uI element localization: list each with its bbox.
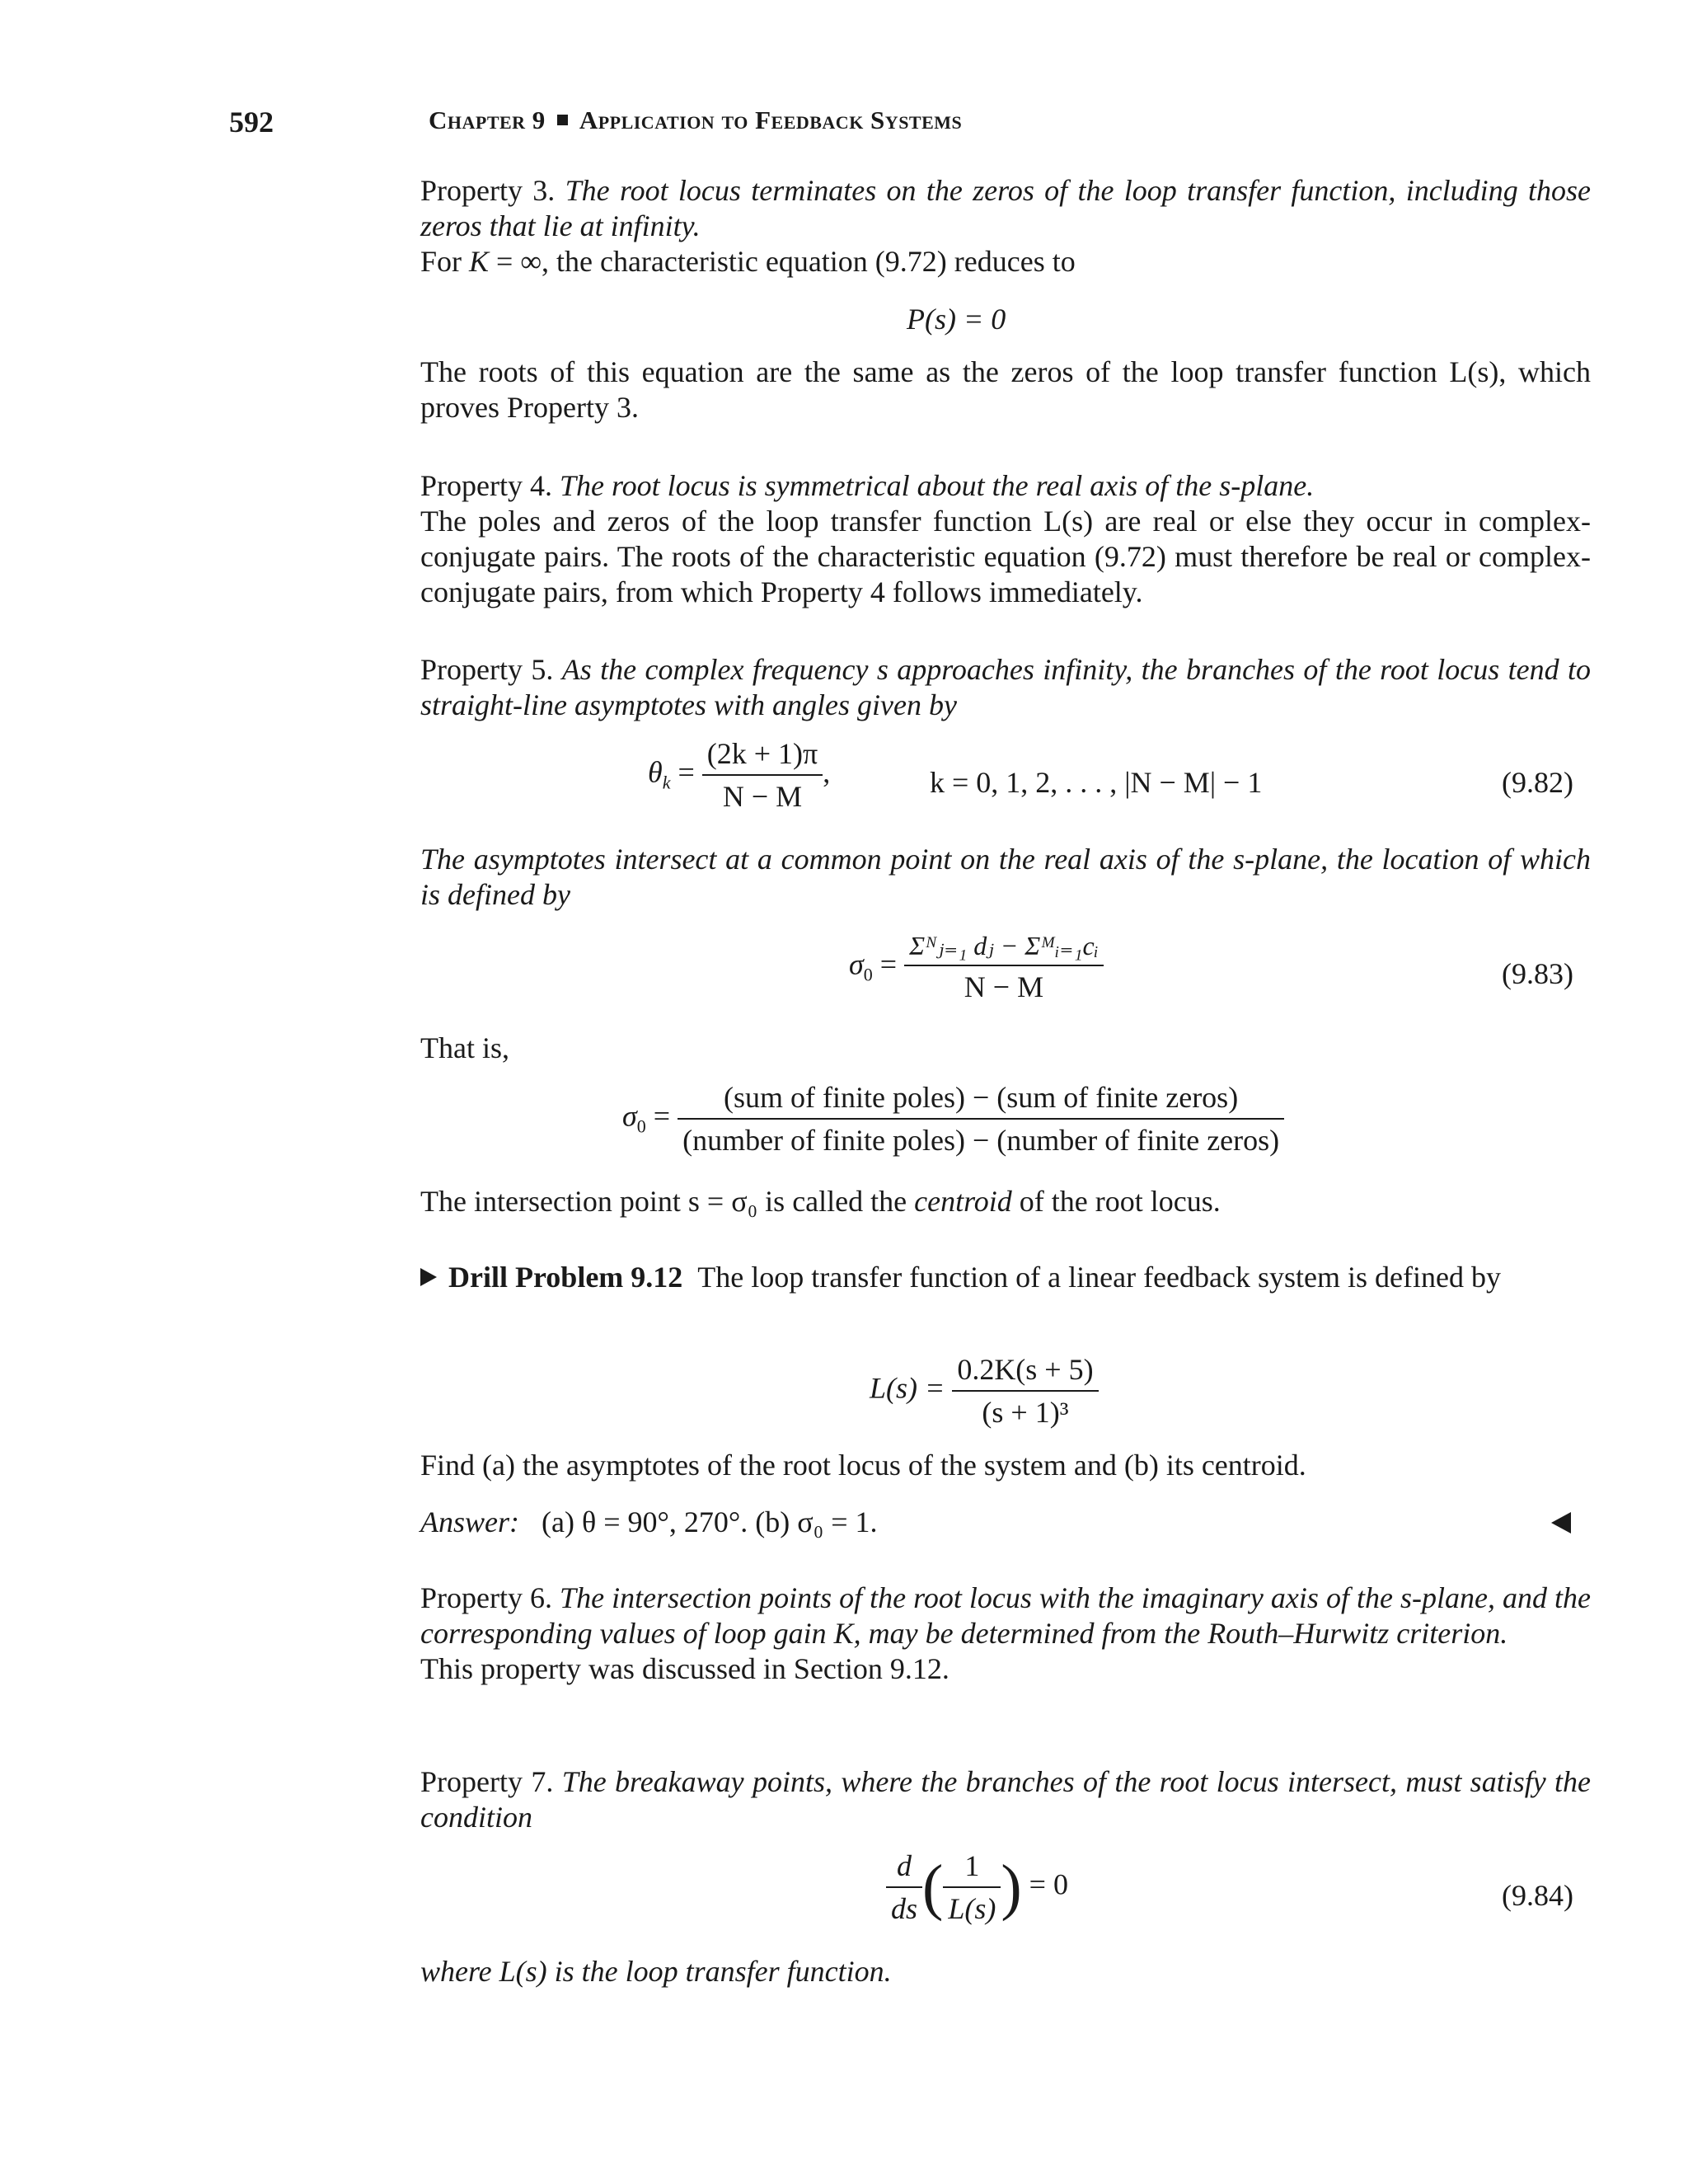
property-7-footer: where L(s) is the loop transfer function.: [420, 1955, 892, 1988]
property-3-body: The roots of this equation are the same as the zeros of the loop transfer function L(s), which proves Property 3.: [420, 355, 1591, 424]
property-5-block: [420, 652, 1591, 723]
answer-label: Answer:: [420, 1505, 519, 1538]
drill-problem-text: The loop transfer function of a linear feedback system is defined by: [697, 1261, 1501, 1294]
property-4-block: [420, 468, 1591, 610]
property-3-label: Property 3.: [420, 174, 556, 207]
end-drill-triangle-icon: [1551, 1512, 1571, 1533]
answer-text: (a) θ = 90°, 270°. (b) σ₀ = 1.: [542, 1505, 878, 1538]
property-4-statement: The root locus is symmetrical about the real axis of the s-plane.: [559, 469, 1315, 502]
chapter-label: Chapter 9: [429, 106, 546, 134]
play-triangle-icon: [420, 1268, 437, 1286]
centroid-sentence: The intersection point s = σ₀ is called the centroid of the root locus.: [420, 1185, 1221, 1218]
equation-drill-ls: L(s) = $\frac{0.2K(s + 5)}{\text{(s + 1)³}}$: [870, 1352, 1099, 1430]
property-3-block: [420, 173, 1591, 279]
equation-9-82-range: k = 0, 1, 2, . . . , |N − M| − 1: [930, 766, 1263, 799]
property-7-statement: The breakaway points, where the branches of the root locus intersect, must satisfy the condition: [420, 1765, 1592, 1834]
property-6-block: [420, 1580, 1591, 1687]
equation-9-83: $\sigma_0$ = $\frac{\text{Σᴺⱼ₌₁ dⱼ − Σᴹᵢ₌₁cᵢ}}{N - M}$: [849, 930, 1104, 1004]
property-4-body: The poles and zeros of the loop transfer function L(s) are real or else they occur in complex-conjugate pairs. The roots of the characteristic equation (9.72) must therefore be real or complex-conjugate pairs, from which Property 4 follows immediately.: [420, 505, 1591, 608]
drill-answer: [420, 1505, 1591, 1540]
equation-number-9-83: (9.83): [1502, 957, 1573, 990]
property-6-body: This property was discussed in Section 9.12.: [420, 1652, 950, 1685]
drill-problem-label: Drill Problem 9.12: [448, 1261, 683, 1294]
running-head: [429, 106, 962, 135]
equation-p-of-s: P(s) = 0: [907, 303, 1006, 336]
property-7-label: Property 7.: [420, 1765, 554, 1798]
property-5-statement-2: The asymptotes intersect at a common point on the real axis of the s-plane, the location of which is defined by: [420, 843, 1591, 911]
equation-centroid-words: $\sigma_0$ = $\frac{\text{(sum of finite poles) − (sum of finite zeros)}}{\text{(number of finite poles) − (number of finite zeros)}}$: [622, 1080, 1284, 1158]
property-6-label: Property 6.: [420, 1581, 553, 1614]
equation-9-82: $\theta_k$ = $\frac{(2k + 1)\pi}{N - M}$ ,: [648, 737, 831, 813]
drill-find-text: Find (a) the asymptotes of the root locus of the system and (b) its centroid.: [420, 1449, 1306, 1482]
that-is-text: That is,: [420, 1031, 509, 1064]
chapter-title: Application to Feedback Systems: [579, 106, 963, 134]
property-3-statement: The root locus terminates on the zeros of the loop transfer function, including those zeros that lie at infinity.: [420, 174, 1591, 242]
property-5-statement: As the complex frequency s approaches infinity, the branches of the root locus tend to straight-line asymptotes with angles given by: [420, 653, 1592, 721]
equation-number-9-84: (9.84): [1502, 1879, 1573, 1912]
equation-number-9-82: (9.82): [1502, 766, 1573, 799]
bullet-square-icon: [557, 115, 568, 125]
property-6-statement: The intersection points of the root locus with the imaginary axis of the s-plane, and the corresponding values of loop gain K, may be determined from the Routh–Hurwitz criterion.: [420, 1581, 1592, 1650]
property-5-label: Property 5.: [420, 653, 554, 686]
property-7-block: [420, 1764, 1591, 1835]
drill-problem-block: [420, 1260, 1591, 1295]
property-4-label: Property 4.: [420, 469, 552, 502]
property-3-intro: For K = ∞, the characteristic equation (9.72) reduces to: [420, 245, 1076, 278]
equation-9-84: $\frac{d}{ds}$ ( $\frac{1}{L(s)}$ ) = 0: [886, 1848, 1068, 1926]
page-number: 592: [229, 106, 274, 139]
